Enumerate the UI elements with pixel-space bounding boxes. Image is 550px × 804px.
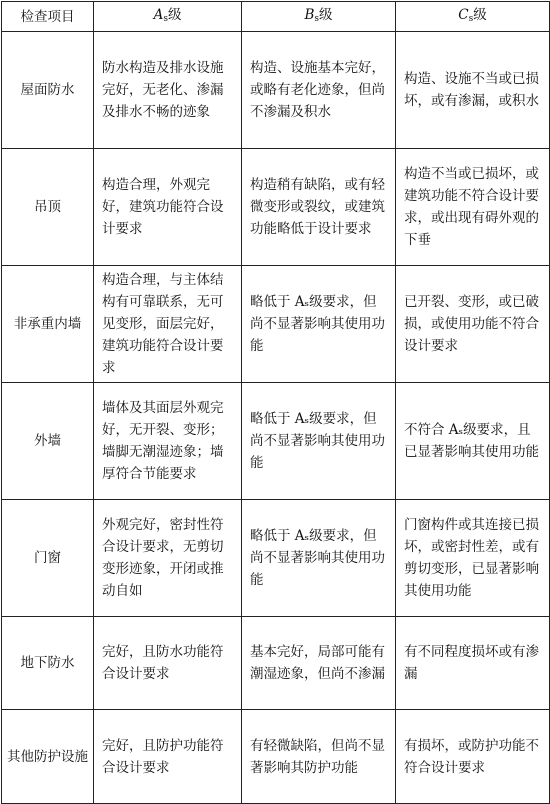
grade-b-criteria: 略低于 Aₛ级要求，但尚不显著影响其使用功能 bbox=[242, 500, 396, 617]
item-name: 非承重内墙 bbox=[2, 266, 94, 383]
item-name: 屋面防水 bbox=[2, 32, 94, 149]
item-name: 其他防护设施 bbox=[2, 710, 94, 804]
item-name: 吊顶 bbox=[2, 149, 94, 266]
table-row bbox=[2, 149, 550, 266]
grade-a-criteria: 构造合理，外观完好，建筑功能符合设计要求 bbox=[94, 149, 242, 266]
grade-c-criteria: 构造、设施不当或已损坏，或有渗漏，或积水 bbox=[396, 32, 550, 149]
grade-c-criteria: 不符合 Aₛ级要求，且已显著影响其使用功能 bbox=[396, 383, 550, 500]
grade-b-criteria: 基本完好，局部可能有潮湿迹象，但尚不渗漏 bbox=[242, 617, 396, 710]
grade-letter: C bbox=[458, 6, 469, 23]
grading-table bbox=[1, 1, 550, 804]
grade-a-criteria: 完好，且防护功能符合设计要求 bbox=[94, 710, 242, 804]
header-item: 检查项目 bbox=[2, 2, 94, 32]
grade-letter: A bbox=[153, 6, 164, 23]
header-grade-b bbox=[242, 2, 396, 32]
grade-a-criteria: 防水构造及排水设施完好，无老化、渗漏及排水不畅的迹象 bbox=[94, 32, 242, 149]
item-name: 地下防水 bbox=[2, 617, 94, 710]
grade-b-criteria: 构造稍有缺陷，或有轻微变形或裂纹，或建筑功能略低于设计要求 bbox=[242, 149, 396, 266]
grade-b-criteria: 有轻微缺陷，但尚不显著影响其防护功能 bbox=[242, 710, 396, 804]
item-name: 门窗 bbox=[2, 500, 94, 617]
grade-b-criteria: 略低于 Aₛ级要求，但尚不显著影响其使用功能 bbox=[242, 266, 396, 383]
grade-a-criteria: 构造合理，与主体结构有可靠联系，无可见变形，面层完好，建筑功能符合设计要求 bbox=[94, 266, 242, 383]
grade-b-criteria: 构造、设施基本完好，或略有老化迹象，但尚不渗漏及积水 bbox=[242, 32, 396, 149]
grade-a-criteria: 外观完好，密封性符合设计要求，无剪切变形迹象，开闭或推动自如 bbox=[94, 500, 242, 617]
grade-suffix: 级 bbox=[473, 6, 487, 23]
grade-subscript: s bbox=[314, 13, 320, 24]
header-grade-c bbox=[396, 2, 550, 32]
header-grade-a bbox=[94, 2, 242, 32]
item-name: 外墙 bbox=[2, 383, 94, 500]
grade-c-criteria: 构造不当或已损坏，或建筑功能不符合设计要求，或出现有碍外观的下垂 bbox=[396, 149, 550, 266]
grade-c-criteria: 门窗构件或其连接已损坏，或密封性差，或有剪切变形，已显著影响其使用功能 bbox=[396, 500, 550, 617]
grade-b-criteria: 略低于 Aₛ级要求，但尚不显著影响其使用功能 bbox=[242, 383, 396, 500]
grade-c-criteria: 有不同程度损坏或有渗漏 bbox=[396, 617, 550, 710]
table-row bbox=[2, 710, 550, 804]
table-row bbox=[2, 617, 550, 710]
table-row bbox=[2, 32, 550, 149]
grade-a-criteria: 墙体及其面层外观完好，无开裂、变形；墙脚无潮湿迹象；墙厚符合节能要求 bbox=[94, 383, 242, 500]
table-row bbox=[2, 500, 550, 617]
grade-letter: B bbox=[304, 6, 315, 23]
grade-suffix: 级 bbox=[319, 6, 333, 23]
grade-c-criteria: 已开裂、变形，或已破损，或使用功能不符合设计要求 bbox=[396, 266, 550, 383]
header-row bbox=[2, 2, 550, 32]
grade-subscript: s bbox=[163, 13, 168, 24]
grade-c-criteria: 有损坏，或防护功能不符合设计要求 bbox=[396, 710, 550, 804]
table-row bbox=[2, 383, 550, 500]
grade-a-criteria: 完好，且防水功能符合设计要求 bbox=[94, 617, 242, 710]
grade-subscript: s bbox=[468, 13, 474, 24]
grade-suffix: 级 bbox=[167, 6, 182, 23]
table-row bbox=[2, 266, 550, 383]
